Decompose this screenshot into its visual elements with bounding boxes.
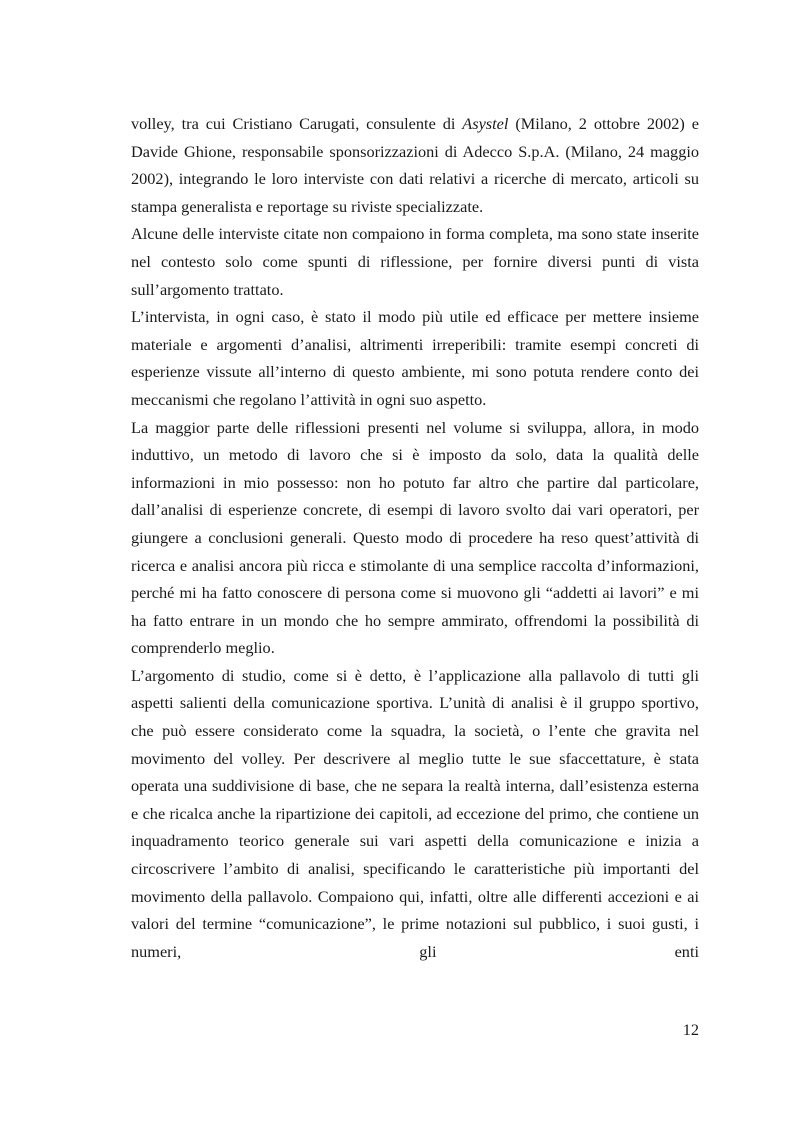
- text-run: L’argomento di studio, come si è detto, è l’applicazione alla pallavolo di tutti gli aspetti salienti della comunicazione sportiva. L’unità di analisi è il gruppo sportivo, che può essere considerato come la squadra, la società, o l’ente che gravita nel movimento del volley. Per descrivere al meglio tutte le sue sfaccettature, è stata operata una suddivisione di base, che ne separa la realtà interna, dall’esistenza esterna e che ricalca anche la ripartizione dei capitoli, ad eccezione del primo, che contiene un inquadramento teorico generale sui vari aspetti della comunicazione e inizia a circoscrivere l’ambito di analisi, specificando le caratteristiche più importanti del movimento della pallavolo. Compaiono qui, infatti, oltre alle differenti accezioni e ai valori del termine “comunicazione”, le prime notazioni sul pubblico, i suoi gusti, i numeri, gli enti: [131, 665, 699, 961]
- text-run: Alcune delle interviste citate non compaiono in forma completa, ma sono state inserite nel contesto solo come spunti di riflessione, per fornire diversi punti di vista sull’argomento trattato.: [131, 224, 699, 299]
- paragraph-3: [131, 303, 699, 413]
- paragraph-2: [131, 220, 699, 303]
- text-run: (Milano, 2 ottobre 2002) e Davide Ghione, responsabile sponsorizzazioni di Adecco S.p.A. (Milano, 24 maggio 2002), integrando le loro interviste con dati relativi a ricerche di mercato, articoli su stampa generalista e reportage su riviste specializzate.: [131, 114, 699, 216]
- body-text: [131, 110, 699, 965]
- paragraph-4: [131, 414, 699, 662]
- text-run: L’intervista, in ogni caso, è stato il modo più utile ed efficace per mettere insieme materiale e argomenti d’analisi, altrimenti irreperibili: tramite esempi concreti di esperienze vissute all’interno di questo ambiente, mi sono potuta rendere conto dei meccanismi che regolano l’attività in ogni suo aspetto.: [131, 307, 699, 409]
- paragraph-5: [131, 662, 699, 966]
- paragraph-1: [131, 110, 699, 220]
- page-number: 12: [682, 1020, 699, 1039]
- text-run: La maggior parte delle riflessioni presenti nel volume si sviluppa, allora, in modo induttivo, un metodo di lavoro che si è imposto da solo, data la qualità delle informazioni in mio possesso: non ho potuto far altro che partire dal particolare, dall’analisi di esperienze concrete, di esempi di lavoro svolto dai vari operatori, per giungere a conclusioni generali. Questo modo di procedere ha reso quest’attività di ricerca e analisi ancora più ricca e stimolante di una semplice raccolta d’informazioni, perché mi ha fatto conoscere di persona come si muovono gli “addetti ai lavori” e mi ha fatto entrare in un mondo che ho sempre ammirato, offrendomi la possibilità di comprenderlo meglio.: [131, 417, 699, 658]
- text-run: volley, tra cui Cristiano Carugati, consulente di: [131, 114, 463, 133]
- company-name-italic: Asystel: [462, 114, 509, 133]
